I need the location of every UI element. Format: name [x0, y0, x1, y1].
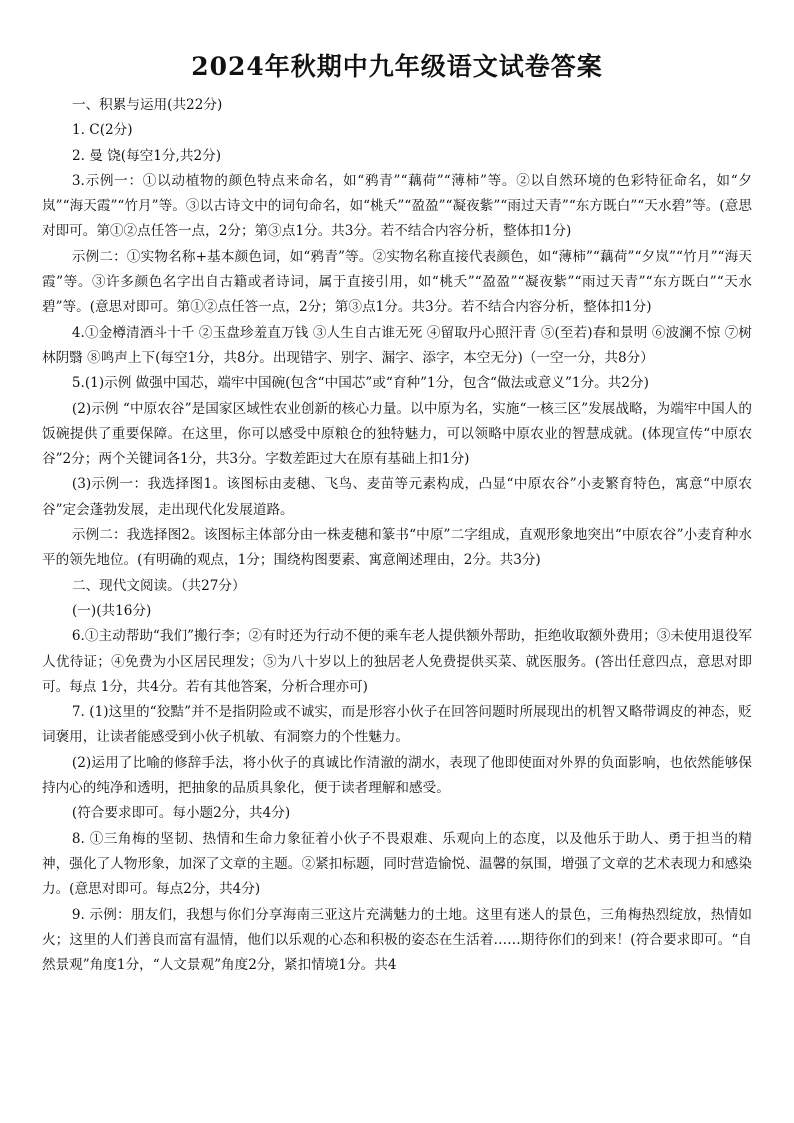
answer-q1: 1. C(2分) — [72, 122, 133, 139]
answer-q5-3-example-1: (3)示例一：我选择图1。该图标由麦穗、飞鸟、麦苗等元素构成，凸显“中原农谷”小麦繁育特色，寓意“中原农谷”定会蓬勃发展，走出现代化发展道路。 — [42, 476, 752, 518]
subsection-heading-1: (一)(共16分) — [72, 602, 152, 619]
answer-q5-2: (2)示例 “中原农谷”是国家区域性农业创新的核心力量。以中原为名，实施“一核三区”发展战略，为端牢中国人的饭碗提供了重要保障。在这里，你可以感受中原粮仓的独特魅力，可以领略中原农业的智慧成就。(体现宣传“中原农谷”2分；两个关键词各1分，共3分。字数差距过大在原有基础上扣1分) — [42, 400, 752, 468]
answer-q9: 9. 示例：朋友们，我想与你们分享海南三亚这片充满魅力的土地。这里有迷人的景色，三角梅热烈绽放，热情如火；这里的人们善良而富有温情，他们以乐观的心态和积极的姿态在生活着……期待你们的到来！(符合要求即可。“自然景观”角度1分，“人文景观”角度2分，紧扣情境1分。共4 — [42, 906, 752, 974]
section-heading-2: 二、现代文阅读。（共27分） — [72, 577, 246, 594]
answer-q3-example-1: 3.示例一：①以动植物的颜色特点来命名，如“鸦青”“藕荷”“薄柿”等。②以自然环境的色彩特征命名，如“夕岚”“海天霞”“竹月”等。③以古诗文中的词句命名，如“桃夭”“盈盈”“凝夜紫”“雨过天青”“东方既白”“天水碧”等。(意思对即可。第①②点任答一点，2分；第③点1分。共3分。若不结合内容分析，整体扣1分) — [42, 172, 752, 240]
answer-q6: 6.①主动帮助“我们”搬行李；②有时还为行动不便的乘车老人提供额外帮助，拒绝收取额外费用；③未使用退役军人优待证；④免费为小区居民理发；⑤为八十岁以上的独居老人免费提供买菜、就医服务。(答出任意四点，意思对即可。每点 1分，共4分。若有其他答案，分析合理亦可) — [42, 628, 752, 695]
page-title: 2024年秋期中九年级语文试卷答案 — [191, 52, 603, 81]
answer-q7-2: (2)运用了比喻的修辞手法，将小伙子的真诚比作清澈的湖水，表现了他即使面对外界的负面影响，也依然能够保持内心的纯净和透明，把抽象的品质具象化，便于读者理解和感受。 — [42, 754, 752, 797]
answer-q7-note: (符合要求即可。每小题2分，共4分) — [71, 805, 291, 822]
answer-q5-1: 5.(1)示例 做强中国芯，端牢中国碗(包含“中国芯”或“育种”1分，包含“做法或意义”1分。共2分) — [71, 375, 649, 392]
answer-q8: 8. ①三角梅的坚韧、热情和生命力象征着小伙子不畏艰难、乐观向上的态度，以及他乐于助人、勇于担当的精神，强化了人物形象，加深了文章的主题。②紧扣标题，同时营造愉悦、温馨的氛围，增强了文章的艺术表现力和感染力。(意思对即可。每点2分，共4分) — [42, 830, 752, 898]
section-heading-1: 一、积累与运用(共22分) — [72, 97, 223, 113]
answer-q7-1: 7. (1)这里的“狡黠”并不是指阴险或不诚实，而是形容小伙子在回答问题时所展现出的机智又略带调皮的神态，贬词褒用，让读者能感受到小伙子机敏、有洞察力的个性魅力。 — [42, 704, 752, 746]
answer-q3-example-2: 示例二：①实物名称+基本颜色词，如“鸦青”等。②实物名称直接代表颜色，如“薄柿”“藕荷”“夕岚”“竹月”“海天霞”等。③许多颜色名字出自古籍或者诗词，属于直接引用，如“桃夭”“盈盈”“凝夜紫”“雨过天青”“东方既白”“天水碧”等。(意思对即可。第①②点任答一点，2分；第③点1分。共3分。若不结合内容分析，整体扣1分) — [42, 248, 752, 316]
answer-q5-3-example-2: 示例二：我选择图2。该图标主体部分由一株麦穗和篆书“中原”二字组成，直观形象地突出“中原农谷”小麦育种水平的领先地位。(有明确的观点，1分；围绕构图要素、寓意阐述理由，2分。共3分) — [42, 527, 752, 569]
answer-q4: 4.①金樽清酒斗十千 ②玉盘珍羞直万钱 ③人生自古谁无死 ④留取丹心照汗青 ⑤(至若)春和景明 ⑥波澜不惊 ⑦树林阴翳 ⑧鸣声上下(每空1分，共8分。出现错字、别字、漏字、添字，本空无分)（一空一分，共8分） — [42, 324, 752, 366]
answer-q2: 2. 曼 饶(每空1分,共2分) — [72, 147, 221, 164]
